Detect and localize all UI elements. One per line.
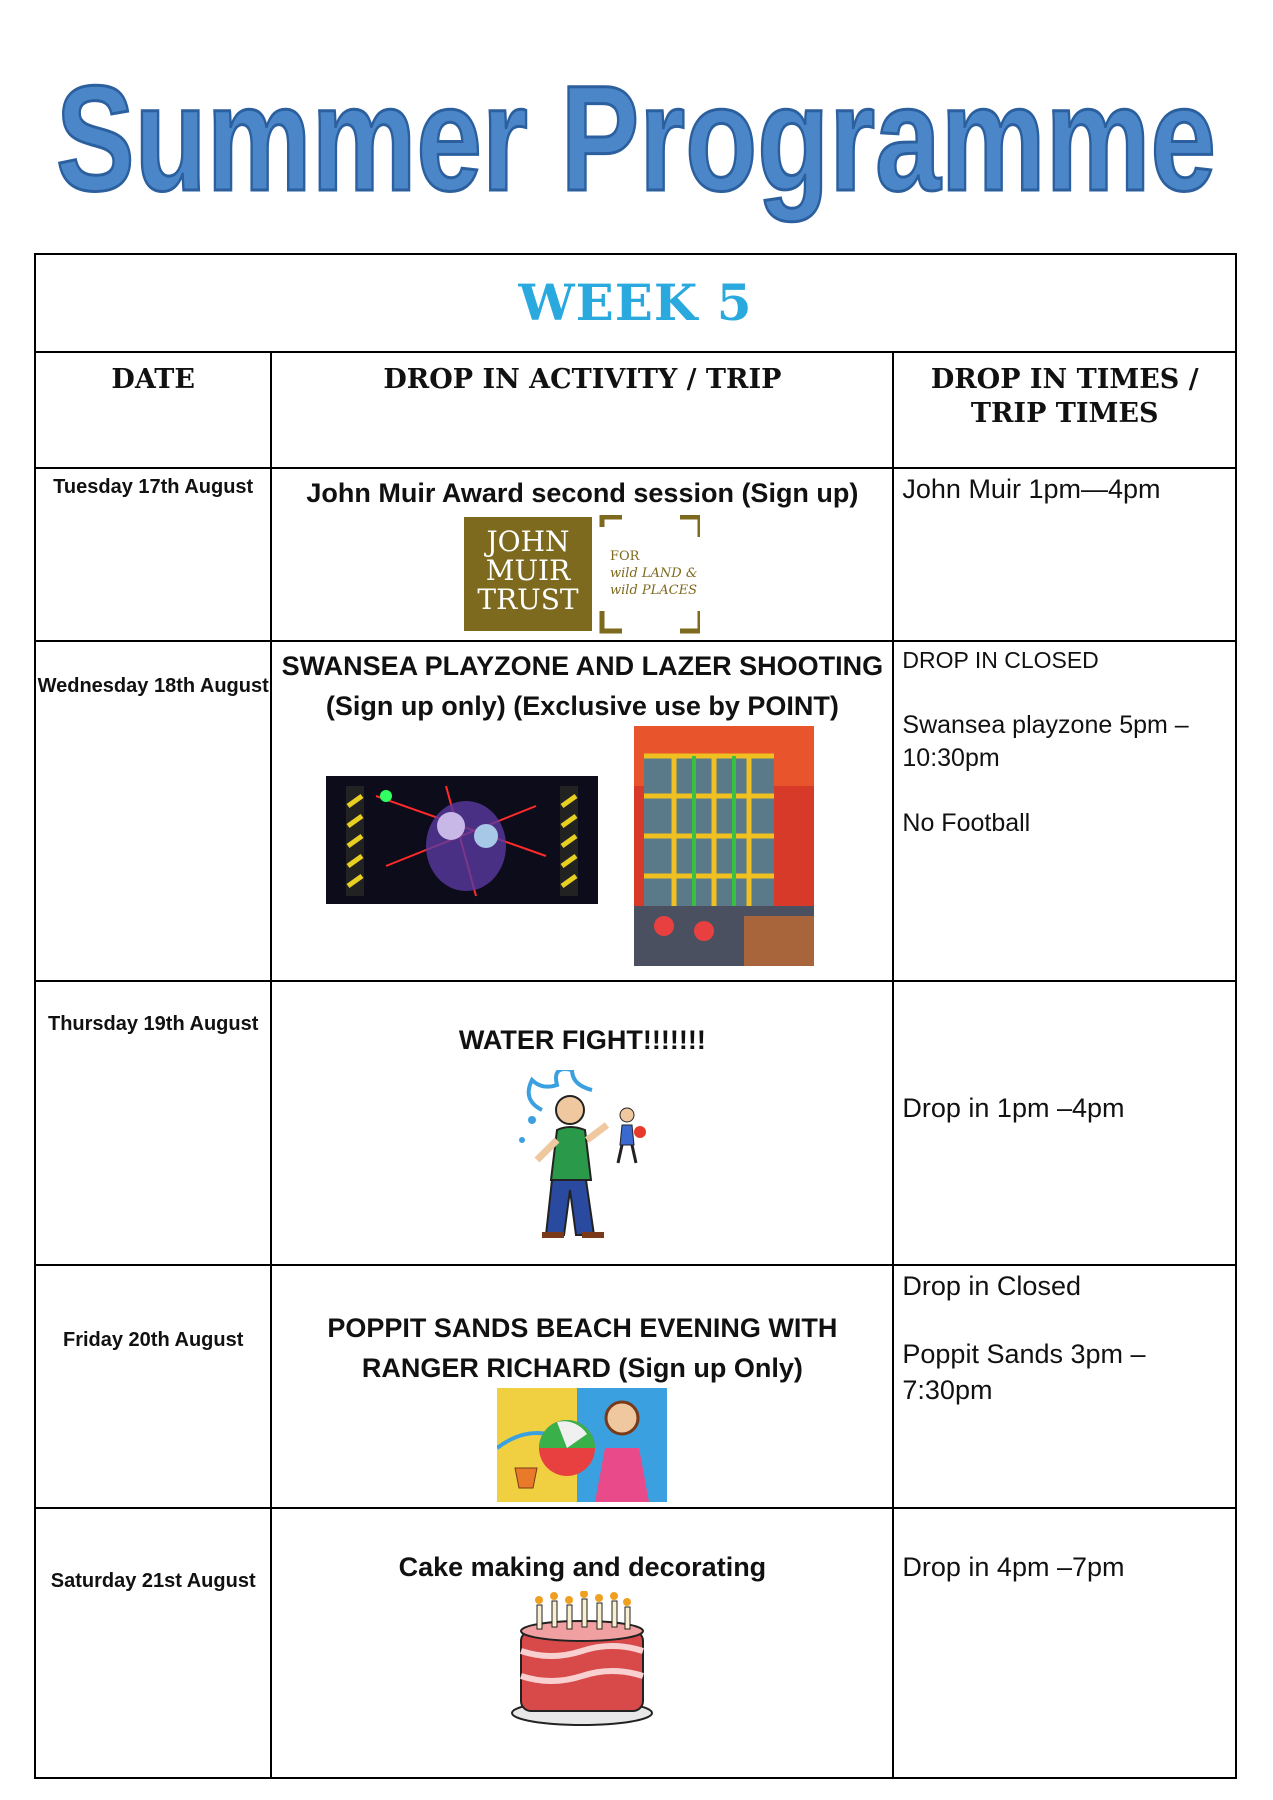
activity-cell (271, 981, 893, 1265)
table-row (35, 1265, 1236, 1508)
activity-title-line1: POPPIT SANDS BEACH EVENING WITH (327, 1313, 838, 1343)
time-line: John Muir 1pm—4pm (902, 474, 1161, 504)
time-cell (893, 468, 1236, 641)
header-times (893, 352, 1236, 468)
activity-cell (271, 1265, 893, 1508)
svg-text:TRUST: TRUST (477, 583, 579, 616)
date-cell (35, 981, 271, 1265)
header-times-label-1: DROP IN TIMES / (930, 364, 1199, 395)
svg-text:wild PLACES: wild PLACES (610, 583, 698, 598)
header-date (35, 352, 271, 468)
activity-title-line1: SWANSEA PLAYZONE AND LAZER SHOOTING (281, 651, 884, 681)
table-row (35, 1508, 1236, 1778)
water-fight-cartoon (512, 1070, 652, 1250)
table-row (35, 641, 1236, 981)
date-cell (35, 468, 271, 641)
laser-tag-photo (326, 776, 598, 904)
time-cell (893, 981, 1236, 1265)
svg-text:FOR: FOR (610, 549, 640, 564)
john-muir-trust-logo-graphic (464, 515, 700, 635)
date-cell (35, 1508, 271, 1778)
john-muir-trust-logo (272, 515, 892, 640)
page-title: Summer Programme (56, 54, 1216, 222)
svg-text:JOHN: JOHN (486, 525, 570, 558)
activity-title: John Muir Award second session (Sign up) (306, 478, 859, 508)
time-line: 10:30pm (902, 744, 1000, 772)
time-line: Drop in 1pm –4pm (902, 1093, 1125, 1123)
activity-cell (271, 468, 893, 641)
activity-title-line2: RANGER RICHARD (Sign up Only) (361, 1353, 803, 1383)
activity-title-line2: (Sign up only) (Exclusive use by POINT) (325, 691, 839, 721)
activity-title: WATER FIGHT!!!!!!! (458, 1025, 706, 1055)
activity-cell (271, 641, 893, 981)
time-line: DROP IN CLOSED (902, 647, 1099, 673)
header-times-label-2: TRIP TIMES (970, 398, 1159, 429)
time-line: Drop in 4pm –7pm (902, 1552, 1125, 1582)
table-row (35, 468, 1236, 641)
time-line: No Football (902, 809, 1031, 837)
date-label: Friday 20th August (62, 1329, 244, 1351)
beach-ball-cartoon (497, 1388, 667, 1502)
activity-cell (271, 1508, 893, 1778)
header-date-label: DATE (111, 364, 195, 395)
birthday-cake-cartoon (507, 1591, 657, 1731)
header-activity (271, 352, 893, 468)
header-activity-label: DROP IN ACTIVITY / TRIP (383, 364, 782, 395)
date-cell (35, 641, 271, 981)
week-heading: WEEK 5 (518, 273, 753, 332)
time-line: Poppit Sands 3pm – (902, 1339, 1146, 1369)
svg-text:wild LAND &: wild LAND & (610, 566, 698, 581)
svg-text:MUIR: MUIR (486, 554, 571, 587)
time-line: Drop in Closed (902, 1271, 1081, 1301)
playzone-photo (634, 726, 814, 966)
activity-title: Cake making and decorating (398, 1552, 767, 1582)
time-cell (893, 641, 1236, 981)
date-label: Tuesday 17th August (53, 476, 254, 498)
time-line: 7:30pm (902, 1375, 993, 1405)
week-heading-cell (35, 254, 1236, 352)
date-cell (35, 1265, 271, 1508)
time-cell (893, 1265, 1236, 1508)
page-title-graphic (0, 40, 1273, 240)
time-line: Swansea playzone 5pm – (902, 711, 1189, 739)
date-label: Wednesday 18th August (37, 675, 269, 697)
time-cell (893, 1508, 1236, 1778)
programme-table (34, 253, 1237, 1779)
date-label: Thursday 19th August (47, 1013, 259, 1035)
date-label: Saturday 21st August (50, 1570, 256, 1592)
table-row (35, 981, 1236, 1265)
page-title-banner (0, 40, 1273, 240)
